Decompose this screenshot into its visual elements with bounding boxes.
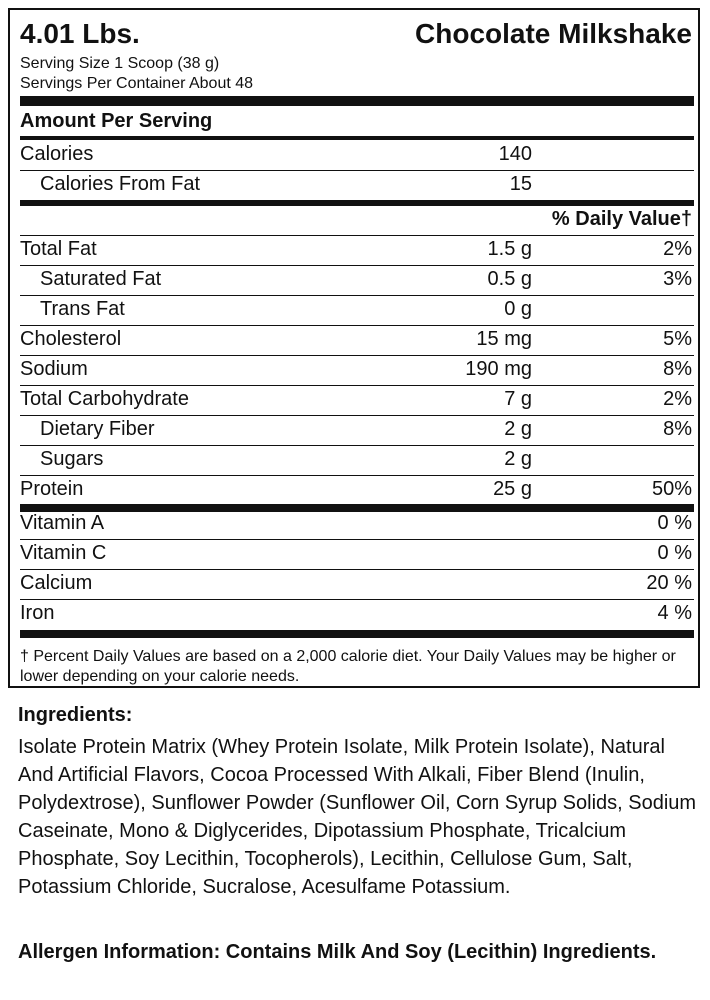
- nutrient-row: [20, 474, 692, 504]
- nutrient-label: Total Fat: [20, 238, 97, 260]
- nutrient-row: [20, 294, 692, 324]
- allergen-information: Allergen Information: Contains Milk And Soy (Lecithin) Ingredients.: [18, 941, 657, 963]
- calories-from-fat-label: Calories From Fat: [40, 173, 201, 195]
- vitamin-label: Vitamin C: [20, 542, 107, 564]
- product-flavor: Chocolate Milkshake: [415, 18, 692, 49]
- nutrient-row: [20, 264, 692, 294]
- daily-value-header-row: [20, 204, 692, 234]
- nutrient-row: [20, 384, 692, 414]
- serving-size: Serving Size 1 Scoop (38 g): [20, 55, 220, 72]
- vitamin-row: [20, 568, 692, 598]
- vitamin-dv: 0 %: [657, 512, 692, 534]
- calories-value: 140: [498, 143, 532, 165]
- nutrient-dv: 3%: [663, 268, 692, 290]
- calories-from-fat-value: 15: [509, 173, 532, 195]
- nutrient-dv: 8%: [663, 418, 692, 440]
- nutrient-label: Cholesterol: [20, 328, 122, 350]
- nutrient-amount: 1.5 g: [487, 238, 532, 260]
- vitamin-label: Calcium: [20, 572, 93, 594]
- product-weight: 4.01 Lbs.: [20, 18, 140, 49]
- vitamin-dv: 20 %: [646, 572, 692, 594]
- nutrient-row: [20, 354, 692, 384]
- thick-divider: [20, 630, 694, 638]
- nutrient-amount: 2 g: [504, 448, 532, 470]
- nutrient-label: Protein: [20, 478, 84, 500]
- calories-from-fat-row: [20, 169, 692, 199]
- nutrient-label: Saturated Fat: [40, 268, 162, 290]
- panel-header: [20, 18, 692, 50]
- ingredients-text: Isolate Protein Matrix (Whey Protein Isolate, Milk Protein Isolate), Natural And Artificial Flavors, Cocoa Processed With Alkali, Fiber Blend (Inulin, Polydextrose), Sunflower Powder (Sunflower Oil, Corn Syrup Solids, Sodium Caseinate, Mono & Diglycerides, Dipotassium Phosphate, Tricalcium Phosphate, Soy Lecithin, Tocopherols), Lecithin, Cellulose Gum, Salt, Potassium Chloride, Sucralose, Acesulfame Potassium.: [18, 736, 697, 898]
- nutrient-label: Sugars: [40, 448, 104, 470]
- nutrient-dv: 50%: [651, 478, 692, 500]
- nutrient-amount: 15 mg: [476, 328, 532, 350]
- daily-value-header: % Daily Value†: [551, 208, 692, 230]
- thick-divider: [20, 96, 694, 106]
- nutrient-amount: 0 g: [504, 298, 532, 320]
- ingredients-title: Ingredients:: [18, 704, 133, 726]
- nutrient-dv: 2%: [663, 388, 692, 410]
- calories-label: Calories: [20, 143, 94, 165]
- vitamin-label: Vitamin A: [20, 512, 105, 534]
- vitamin-label: Iron: [20, 602, 55, 624]
- amount-per-serving-label: Amount Per Serving: [20, 110, 213, 132]
- nutrient-row: [20, 234, 692, 264]
- nutrient-amount: 7 g: [504, 388, 532, 410]
- amount-per-serving-row: [20, 106, 692, 136]
- vitamin-row: [20, 508, 692, 538]
- nutrient-row: [20, 414, 692, 444]
- nutrient-label: Sodium: [20, 358, 88, 380]
- nutrient-label: Trans Fat: [40, 298, 125, 320]
- vitamin-dv: 0 %: [657, 542, 692, 564]
- nutrient-amount: 0.5 g: [487, 268, 532, 290]
- nutrient-dv: 5%: [663, 328, 692, 350]
- nutrient-row: [20, 324, 692, 354]
- nutrient-dv: 2%: [663, 238, 692, 260]
- daily-value-footnote: † Percent Daily Values are based on a 2,000 calorie diet. Your Daily Values may be higher or lower depending on your calorie needs.: [20, 648, 676, 685]
- vitamin-dv: 4 %: [657, 602, 692, 624]
- calories-row: [20, 139, 692, 169]
- nutrient-amount: 2 g: [504, 418, 532, 440]
- nutrient-label: Dietary Fiber: [40, 418, 155, 440]
- nutrient-amount: 25 g: [493, 478, 532, 500]
- vitamin-row: [20, 538, 692, 568]
- nutrient-amount: 190 mg: [465, 358, 532, 380]
- vitamin-row: [20, 598, 692, 628]
- servings-per-container: Servings Per Container About 48: [20, 75, 254, 92]
- nutrient-label: Total Carbohydrate: [20, 388, 189, 410]
- nutrition-facts-panel: [8, 8, 700, 688]
- nutrient-dv: 8%: [663, 358, 692, 380]
- nutrient-row: [20, 444, 692, 474]
